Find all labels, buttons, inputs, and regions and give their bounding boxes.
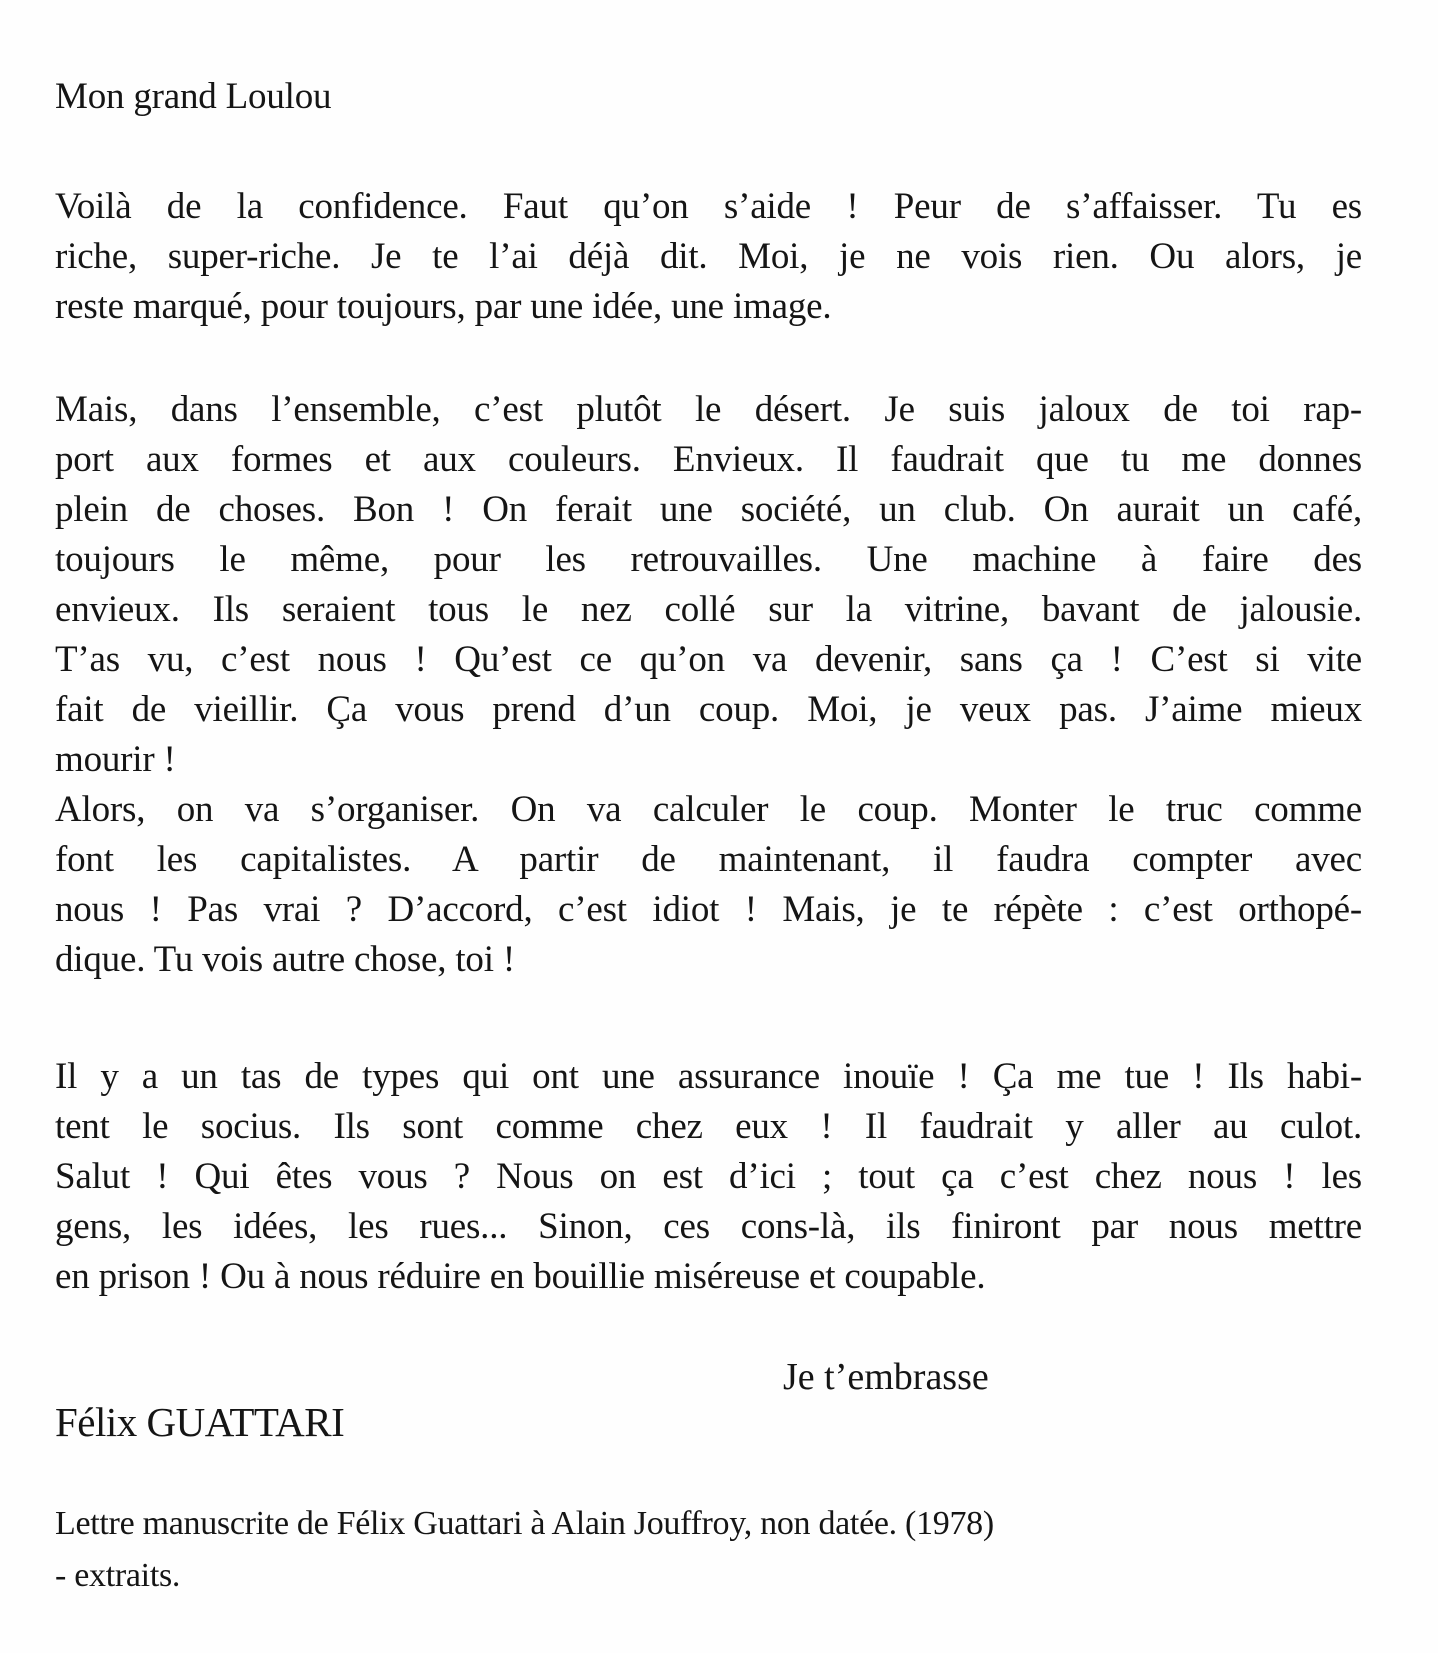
letter-line: Salut ! Qui êtes vous ? Nous on est d’ici ; tout ça c’est chez nous ! les (55, 1156, 1362, 1197)
letter-line: port aux formes et aux couleurs. Envieux. Il faudrait que tu me donnes (55, 439, 1362, 480)
letter-line: toujours le même, pour les retrouvailles. Une machine à faire des (55, 539, 1362, 580)
letter-line: T’as vu, c’est nous ! Qu’est ce qu’on va devenir, sans ça ! C’est si vite (55, 639, 1362, 680)
letter-line: fait de vieillir. Ça vous prend d’un coup. Moi, je veux pas. J’aime mieux (55, 689, 1362, 730)
letter-line: Alors, on va s’organiser. On va calculer le coup. Monter le truc comme (55, 789, 1362, 830)
paragraph-1 (55, 182, 1362, 332)
letter-line: gens, les idées, les rues... Sinon, ces cons-là, ils finiront par nous mettre (55, 1206, 1362, 1247)
letter-line: en prison ! Ou à nous réduire en bouillie miséreuse et coupable. (55, 1256, 986, 1297)
letter-line: Il y a un tas de types qui ont une assurance inouïe ! Ça me tue ! Ils habi- (55, 1056, 1362, 1097)
letter-line: tent le socius. Ils sont comme chez eux ! Il faudrait y aller au culot. (55, 1106, 1362, 1147)
letter-line: dique. Tu vois autre chose, toi ! (55, 939, 515, 980)
paragraph-2 (55, 385, 1362, 985)
letter-line: nous ! Pas vrai ? D’accord, c’est idiot ! Mais, je te répète : c’est orthopé- (55, 889, 1362, 930)
letter-line: riche, super-riche. Je te l’ai déjà dit. Moi, je ne vois rien. Ou alors, je (55, 236, 1362, 277)
paragraph-3 (55, 1052, 1362, 1302)
letter-line: mourir ! (55, 739, 176, 780)
caption-line: - extraits. (55, 1557, 181, 1594)
caption (55, 1498, 1362, 1602)
letter-line: Voilà de la confidence. Faut qu’on s’aide ! Peur de s’affaisser. Tu es (55, 186, 1362, 227)
caption-line: Lettre manuscrite de Félix Guattari à Alain Jouffroy, non datée. (1978) (55, 1505, 994, 1542)
letter-line: Mais, dans l’ensemble, c’est plutôt le désert. Je suis jaloux de toi rap- (55, 389, 1362, 430)
signature: Félix GUATTARI (55, 1399, 345, 1445)
letter-line: font les capitalistes. A partir de maintenant, il faudra compter avec (55, 839, 1362, 880)
letter-line: reste marqué, pour toujours, par une idée, une image. (55, 286, 832, 327)
letter-line: envieux. Ils seraient tous le nez collé sur la vitrine, bavant de jalousie. (55, 589, 1362, 630)
letter-line: plein de choses. Bon ! On ferait une société, un club. On aurait un café, (55, 489, 1362, 530)
greeting: Mon grand Loulou (55, 76, 332, 117)
closing-salutation: Je t’embrasse (783, 1356, 989, 1398)
